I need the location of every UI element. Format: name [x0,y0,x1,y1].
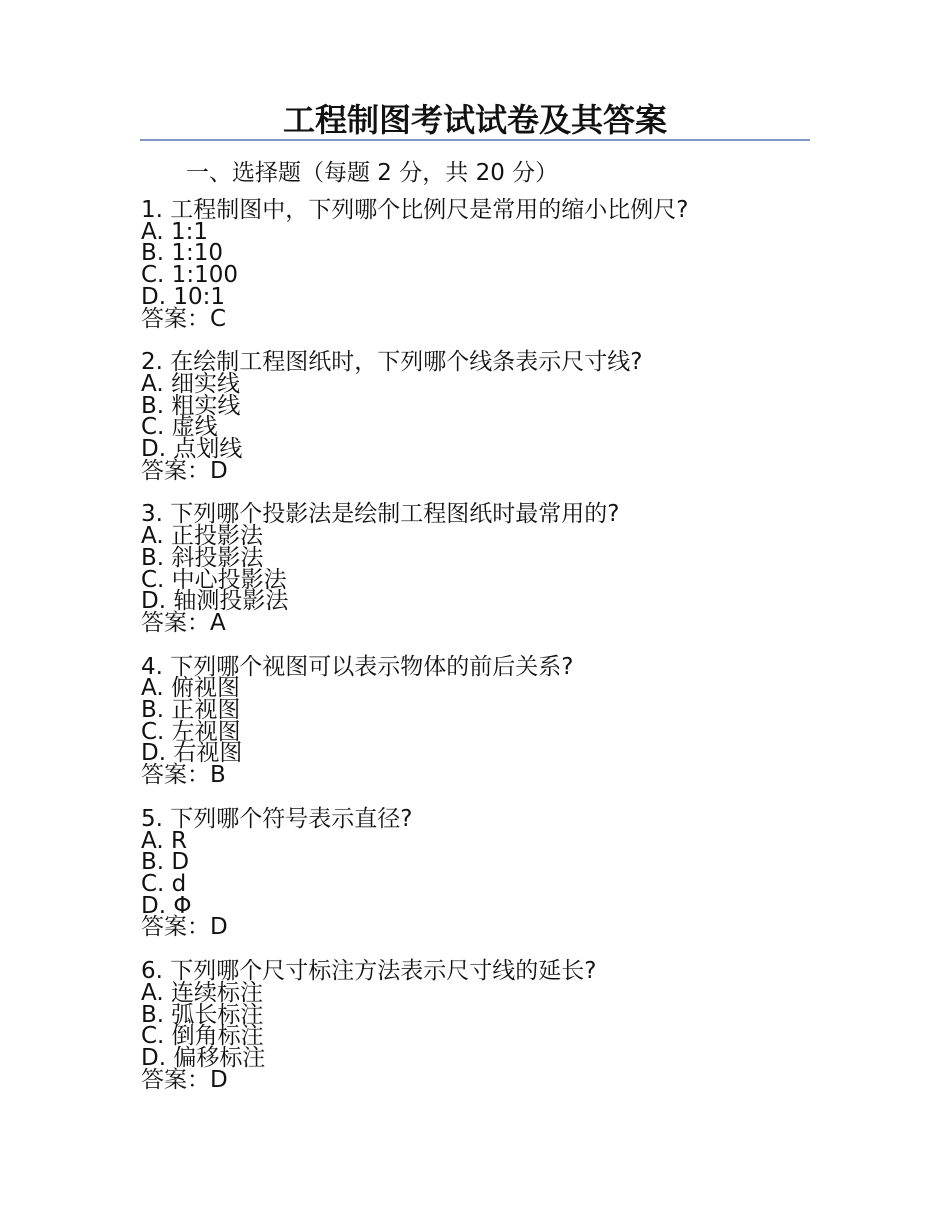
option-a: A. 俯视图 [141,675,240,702]
answer-line: 答案：A [141,609,226,636]
option-d: D. 轴测投影法 [141,588,289,615]
question-1 [141,197,811,332]
question-stem: 3. 下列哪个投影法是绘制工程图纸时最常用的? [141,501,620,528]
option-c: C. 1:100 [141,262,238,289]
answer-line: 答案：B [141,762,226,789]
answer-line: 答案：D [141,1066,228,1093]
option-c: C. 倒角标注 [141,1023,264,1050]
option-b: B. 粗实线 [141,392,241,419]
question-5 [141,805,811,941]
option-b: B. 正视图 [141,697,241,724]
question-stem: 6. 下列哪个尺寸标注方法表示尺寸线的延长? [141,958,597,985]
question-stem: 5. 下列哪个符号表示直径? [141,805,413,832]
option-d: D. Φ [141,892,192,919]
answer-line: 答案：C [141,305,227,332]
question-4 [141,653,811,789]
question-list [141,197,811,1113]
question-2 [141,349,811,484]
option-b: B. 斜投影法 [141,544,264,571]
title-underline [140,139,810,141]
option-a: A. R [141,827,187,854]
answer-line: 答案：D [141,914,228,941]
answer-line: 答案：D [141,457,228,484]
question-6 [141,958,811,1093]
option-d: D. 10:1 [141,283,225,310]
option-a: A. 细实线 [141,370,240,397]
question-stem: 4. 下列哪个视图可以表示物体的前后关系? [141,653,574,680]
question-stem: 1. 工程制图中，下列哪个比例尺是常用的缩小比例尺? [141,197,689,223]
option-a: A. 正投影法 [141,523,263,550]
section-heading: 一、选择题（每题 2 分，共 20 分） [186,160,559,186]
question-3 [141,501,811,636]
option-d: D. 点划线 [141,436,243,463]
option-c: C. 虚线 [141,414,218,441]
option-b: B. D [141,849,190,876]
document-title: 工程制图考试试卷及其答案 [282,101,667,139]
option-c: C. 中心投影法 [141,566,287,593]
option-b: B. 1:10 [141,240,224,267]
question-stem: 2. 在绘制工程图纸时，下列哪个线条表示尺寸线? [141,349,643,376]
option-c: C. 左视图 [141,718,241,745]
option-c: C. d [141,870,187,897]
option-a: A. 连续标注 [141,979,263,1006]
option-d: D. 偏移标注 [141,1044,266,1071]
option-a: A. 1:1 [141,218,208,245]
option-d: D. 右视图 [141,740,243,767]
option-b: B. 弧长标注 [141,1001,264,1028]
